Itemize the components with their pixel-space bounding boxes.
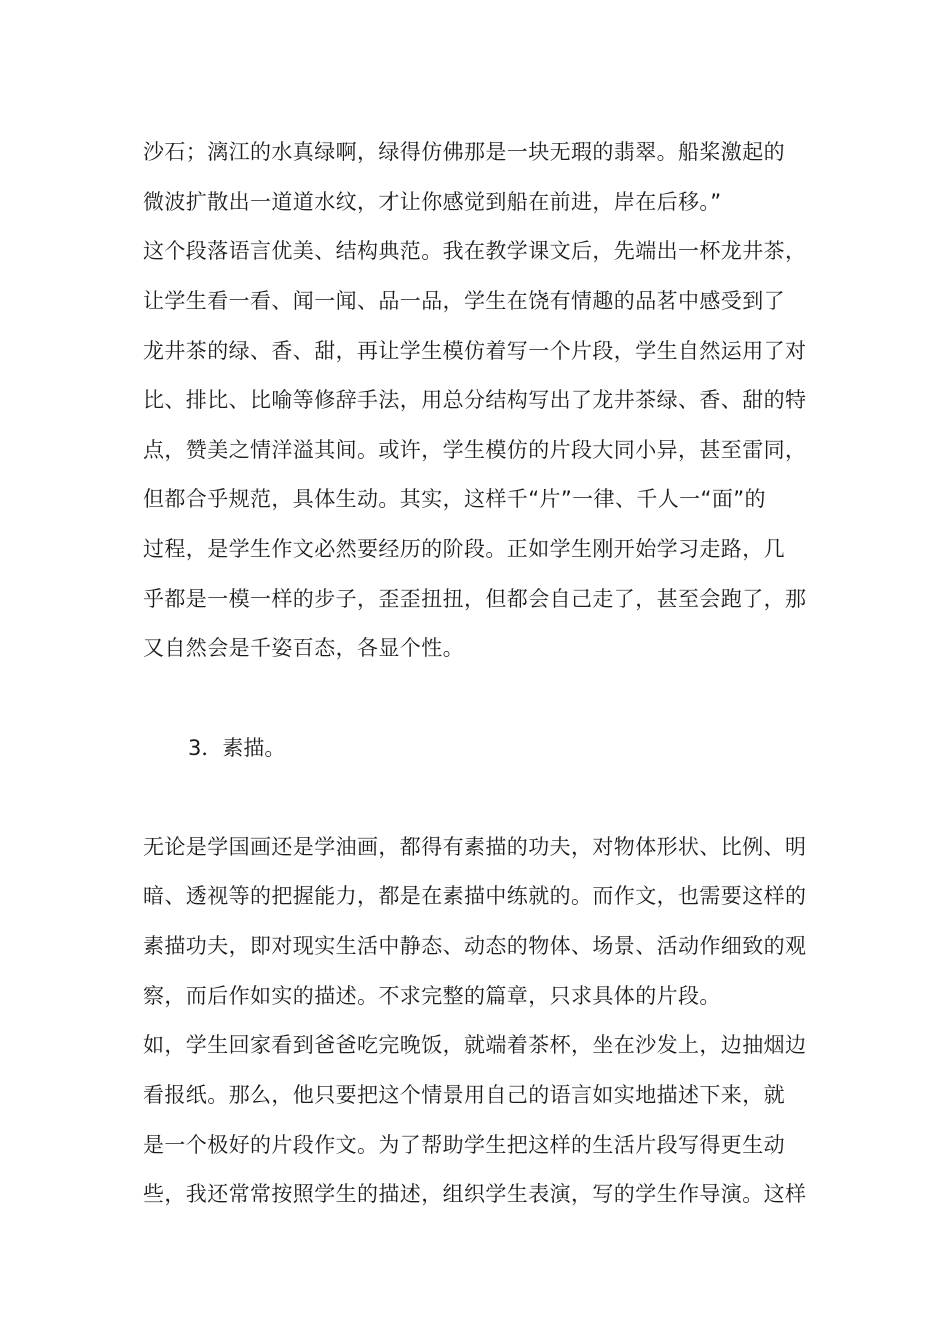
- paragraph-line: 微波扩散出一道道水纹，才让你感觉到船在前进，岸在后移。”: [143, 190, 722, 214]
- paragraph-line: 比、排比、比喻等修辞手法，用总分结构写出了龙井茶绿、香、甜的特: [143, 388, 807, 412]
- paragraph-line: 点，赞美之情洋溢其间。或许，学生模仿的片段大同小异，甚至雷同，: [143, 438, 807, 462]
- paragraph-line: 龙井茶的绿、香、甜，再让学生模仿着写一个片段，学生自然运用了对: [143, 339, 807, 363]
- paragraph-line: 沙石；漓江的水真绿啊，绿得仿佛那是一块无瑕的翡翠。船桨激起的: [143, 140, 785, 164]
- section-heading: 3．素描。: [188, 736, 286, 760]
- paragraph-line: 但都合乎规范，具体生动。其实，这样千“片”一律、千人一“面”的: [143, 487, 766, 511]
- paragraph-line: 乎都是一模一样的步子，歪歪扭扭，但都会自己走了，甚至会跑了，那: [143, 587, 807, 611]
- paragraph-line: 看报纸。那么，他只要把这个情景用自己的语言如实地描述下来，就: [143, 1083, 785, 1107]
- paragraph-line: 察，而后作如实的描述。不求完整的篇章，只求具体的片段。: [143, 984, 721, 1008]
- paragraph-line: 过程，是学生作文必然要经历的阶段。正如学生刚开始学习走路，几: [143, 537, 785, 561]
- paragraph-line: 暗、透视等的把握能力，都是在素描中练就的。而作文，也需要这样的: [143, 884, 807, 908]
- paragraph-line: 是一个极好的片段作文。为了帮助学生把这样的生活片段写得更生动: [143, 1133, 785, 1157]
- paragraph-line: 又自然会是千姿百态，各显个性。: [143, 636, 464, 660]
- paragraph-line: 素描功夫，即对现实生活中静态、动态的物体、场景、活动作细致的观: [143, 934, 807, 958]
- paragraph-line: 些，我还常常按照学生的描述，组织学生表演，写的学生作导演。这样: [143, 1182, 807, 1206]
- paragraph-line: 如，学生回家看到爸爸吃完晚饭，就端着茶杯，坐在沙发上，边抽烟边: [143, 1033, 807, 1057]
- paragraph-line: 这个段落语言优美、结构典范。我在教学课文后，先端出一杯龙井茶，: [143, 239, 807, 263]
- paragraph-line: 让学生看一看、闻一闻、品一品，学生在饶有情趣的品茗中感受到了: [143, 289, 785, 313]
- paragraph-line: 无论是学国画还是学油画，都得有素描的功夫，对物体形状、比例、明: [143, 835, 807, 859]
